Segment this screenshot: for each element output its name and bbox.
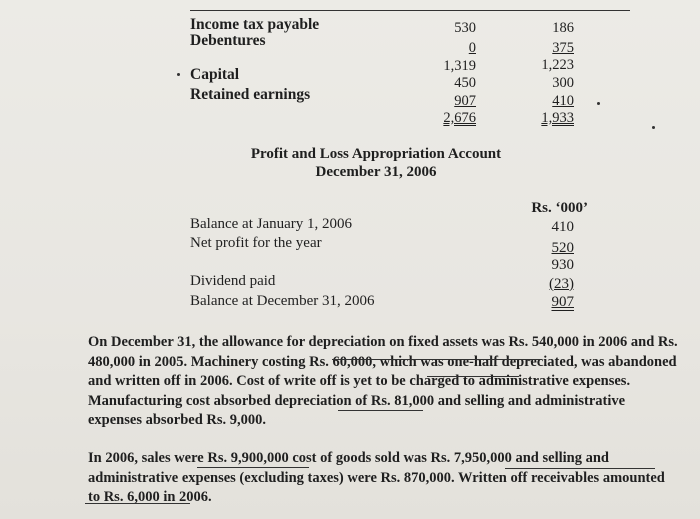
pl-value-dividend: (23) [549, 276, 574, 292]
pen-underline-rs-6000 [85, 503, 190, 504]
paragraph-sales: In 2006, sales were Rs. 9,900,000 cost of goods sold was Rs. 7,950,000 and selling and administrative expenses (excluding taxes) were Rs. 870,000. Written off receivables amounted to Rs. 6,000 in 2006. [88, 450, 665, 505]
appropriation-date: December 31, 2006 [315, 164, 437, 180]
value-2006-total: 1,933 [541, 110, 574, 126]
value-2005-retained-earnings: 907 [454, 93, 476, 109]
pl-value-net-profit: 520 [551, 240, 574, 256]
row-label-retained-earnings: Retained earnings [190, 86, 311, 103]
pl-label-net-profit: Net profit for the year [190, 235, 322, 251]
paragraph-depreciation: On December 31, the allowance for depreciation on fixed assets was Rs. 540,000 in 2006 and Rs. 480,000 in 2005. Machinery costing Rs. 60,000, which was one-half depreciated, was abandoned and written off in 2006. Cost of write off is yet to be charged to administrative expenses. Manufacturing cost absorbed depreciation of Rs. 81,000 and selling and administrative expenses absorbed Rs. 9,000. [88, 334, 678, 428]
pen-overline-charged [427, 376, 519, 377]
pen-underline-sales [197, 467, 309, 468]
row-label-capital: Capital [190, 66, 240, 83]
row-label-debentures: Debentures [190, 32, 266, 49]
value-2005-total: 2,676 [443, 110, 476, 126]
value-2006-debentures: 375 [552, 40, 574, 56]
pl-value-subtotal: 930 [551, 257, 574, 273]
appropriation-title: Profit and Loss Appropriation Account [250, 146, 502, 162]
value-2005-debentures: 0 [468, 40, 476, 56]
pen-underline-abandoned [332, 359, 542, 360]
table-top-rule [190, 10, 630, 11]
ink-dot [177, 73, 180, 76]
pl-label-opening-balance: Balance at January 1, 2006 [190, 216, 353, 232]
pl-label-closing-balance: Balance at December 31, 2006 [190, 293, 375, 309]
ink-dot [652, 126, 655, 129]
ink-dot [597, 102, 600, 105]
pl-value-closing-balance: 907 [551, 294, 574, 310]
value-2006-subtotal: 1,223 [541, 57, 574, 73]
pen-underline-written-off [505, 468, 655, 469]
pen-underline-rs-81000 [338, 410, 423, 411]
value-2005-capital: 450 [454, 75, 476, 91]
value-2005-subtotal: 1,319 [443, 58, 476, 74]
pl-value-opening-balance: 410 [551, 219, 574, 235]
value-2006-retained-earnings: 410 [552, 93, 574, 109]
value-2006-income-tax: 186 [552, 20, 574, 36]
row-label-income-tax: Income tax payable [190, 16, 320, 33]
value-2005-income-tax: 530 [454, 20, 476, 36]
value-2006-capital: 300 [552, 75, 574, 91]
currency-header: Rs. ‘000’ [531, 200, 588, 216]
pl-label-dividend: Dividend paid [190, 273, 276, 289]
